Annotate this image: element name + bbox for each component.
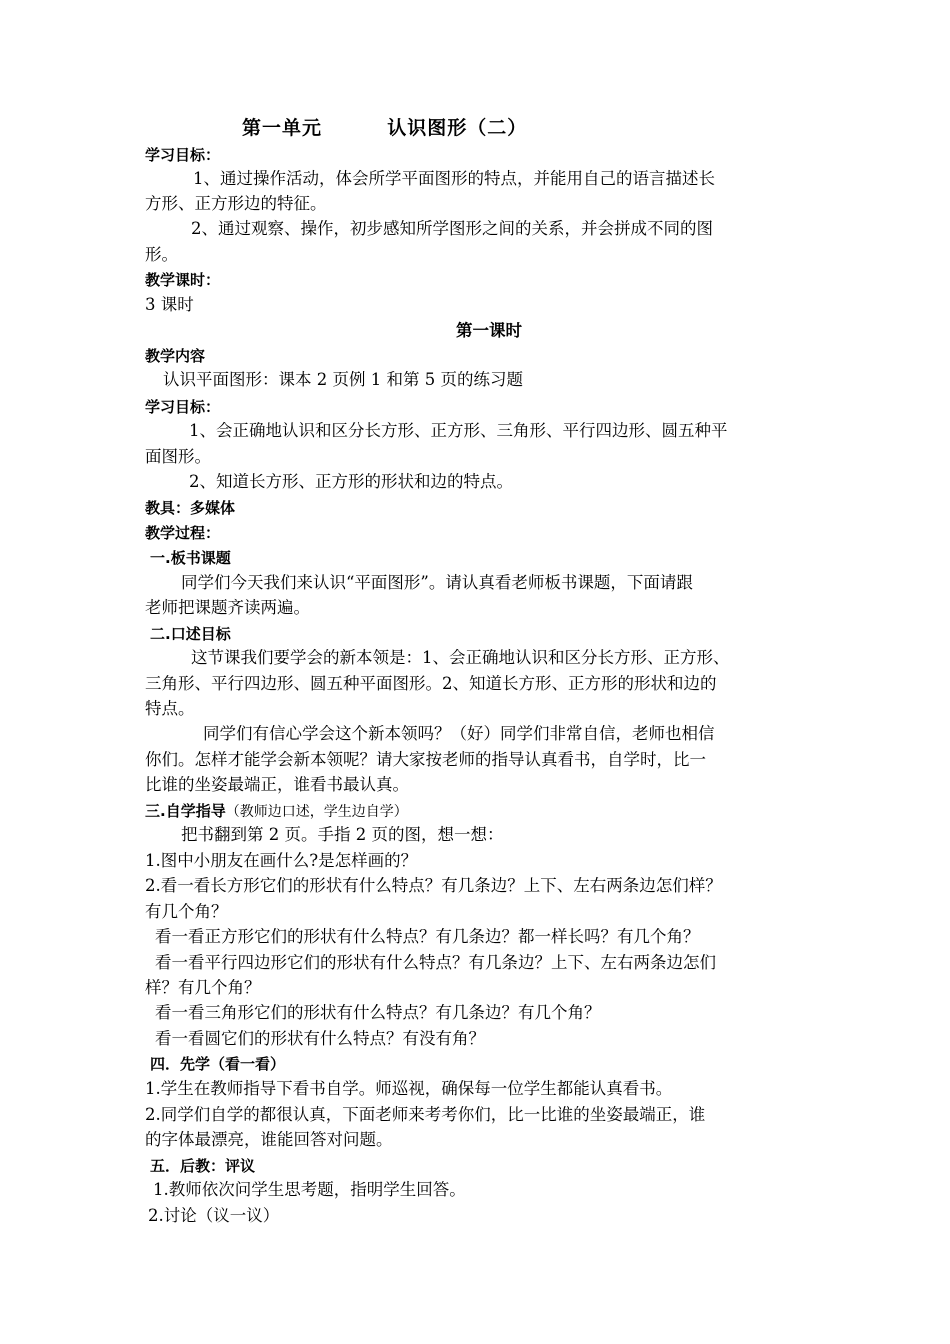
question-3: 看一看正方形它们的形状有什么特点？有几条边？都一样长吗？有几个角？	[155, 927, 700, 946]
question-4-line-2: 样？有几个角？	[145, 978, 261, 997]
section-2-line-2: 三角形、平行四边形、圆五种平面图形。2、知道长方形、正方形的形状和边的	[145, 674, 717, 693]
section-5-heading: 五．后教：评议	[150, 1157, 256, 1175]
unit-title	[242, 118, 527, 138]
section-1-line-2: 老师把课题齐读两遍。	[145, 598, 310, 617]
lesson-title: 第一课时	[456, 321, 522, 340]
section-2-line-5: 你们。怎样才能学会新本领呢？请大家按老师的指导认真看书，自学时，比一	[145, 750, 706, 769]
lesson-goals-heading: 学习目标：	[145, 398, 221, 416]
section-5-line-2: 2.讨论（议一议）	[148, 1206, 280, 1225]
lesson-goal-1-line-1: 1、会正确地认识和区分长方形、正方形、三角形、平行四边形、圆五种平	[189, 421, 728, 440]
content-heading: 教学内容	[145, 347, 206, 365]
goals-heading: 学习目标：	[145, 146, 221, 164]
goal-1-line-2: 方形、正方形边的特征。	[145, 194, 327, 213]
section-3-title: 三.自学指导	[145, 802, 226, 820]
section-2-line-1: 这节课我们要学会的新本领是：1、会正确地认识和区分长方形、正方形、	[191, 648, 730, 667]
hours-value: 3 课时	[145, 295, 194, 314]
content-text: 认识平面图形：课本 2 页例 1 和第 5 页的练习题	[163, 370, 523, 389]
question-5: 看一看三角形它们的形状有什么特点？有几条边？有几个角？	[155, 1003, 601, 1022]
section-4-heading: 四．先学（看一看）	[150, 1055, 286, 1073]
goal-1-line-1: 1、通过操作活动，体会所学平面图形的特点，并能用自己的语言描述长	[193, 169, 715, 188]
goal-2-line-2: 形。	[145, 245, 178, 264]
unit-title-topic: 认识图形（二）	[387, 117, 528, 139]
question-1: 1.图中小朋友在画什么?是怎样画的？	[145, 851, 418, 870]
section-3-intro: 把书翻到第 2 页。手指 2 页的图，想一想：	[181, 825, 504, 844]
tools: 教具：多媒体	[145, 499, 236, 517]
question-6: 看一看圆它们的形状有什么特点？有没有角？	[155, 1029, 485, 1048]
section-2-heading: 二.口述目标	[150, 625, 231, 643]
lesson-goal-2: 2、知道长方形、正方形的形状和边的特点。	[189, 472, 513, 491]
section-4-line-2: 2.同学们自学的都很认真，下面老师来考考你们，比一比谁的坐姿最端正，谁	[145, 1105, 706, 1124]
question-2-line-2: 有几个角？	[145, 902, 228, 921]
section-1-heading: 一.板书课题	[150, 549, 231, 567]
section-4-line-1: 1.学生在教师指导下看书自学。师巡视，确保每一位学生都能认真看书。	[145, 1079, 673, 1098]
unit-title-number: 第一单元	[242, 117, 323, 139]
section-3-note: （教师边口述，学生边自学）	[225, 804, 408, 820]
section-3-heading	[145, 801, 408, 822]
question-2-line-1: 2.看一看长方形它们的形状有什么特点？有几条边？上下、左右两条边怎们样？	[145, 876, 722, 895]
process-heading: 教学过程：	[145, 524, 221, 542]
goal-2-line-1: 2、通过观察、操作，初步感知所学图形之间的关系，并会拼成不同的图	[191, 219, 713, 238]
section-2-line-6: 比谁的坐姿最端正，谁看书最认真。	[145, 775, 409, 794]
question-4-line-1: 看一看平行四边形它们的形状有什么特点？有几条边？上下、左右两条边怎们	[155, 953, 716, 972]
section-4-line-3: 的字体最漂亮，谁能回答对问题。	[145, 1130, 393, 1149]
lesson-goal-1-line-2: 面图形。	[145, 447, 211, 466]
section-1-line-1: 同学们今天我们来认识“平面图形”。请认真看老师板书课题，下面请跟	[181, 573, 693, 592]
section-5-line-1: 1.教师依次问学生思考题，指明学生回答。	[153, 1180, 466, 1199]
section-2-line-4: 同学们有信心学会这个新本领吗？（好）同学们非常自信，老师也相信	[203, 724, 715, 743]
section-2-line-3: 特点。	[145, 699, 195, 718]
hours-heading: 教学课时：	[145, 271, 221, 289]
